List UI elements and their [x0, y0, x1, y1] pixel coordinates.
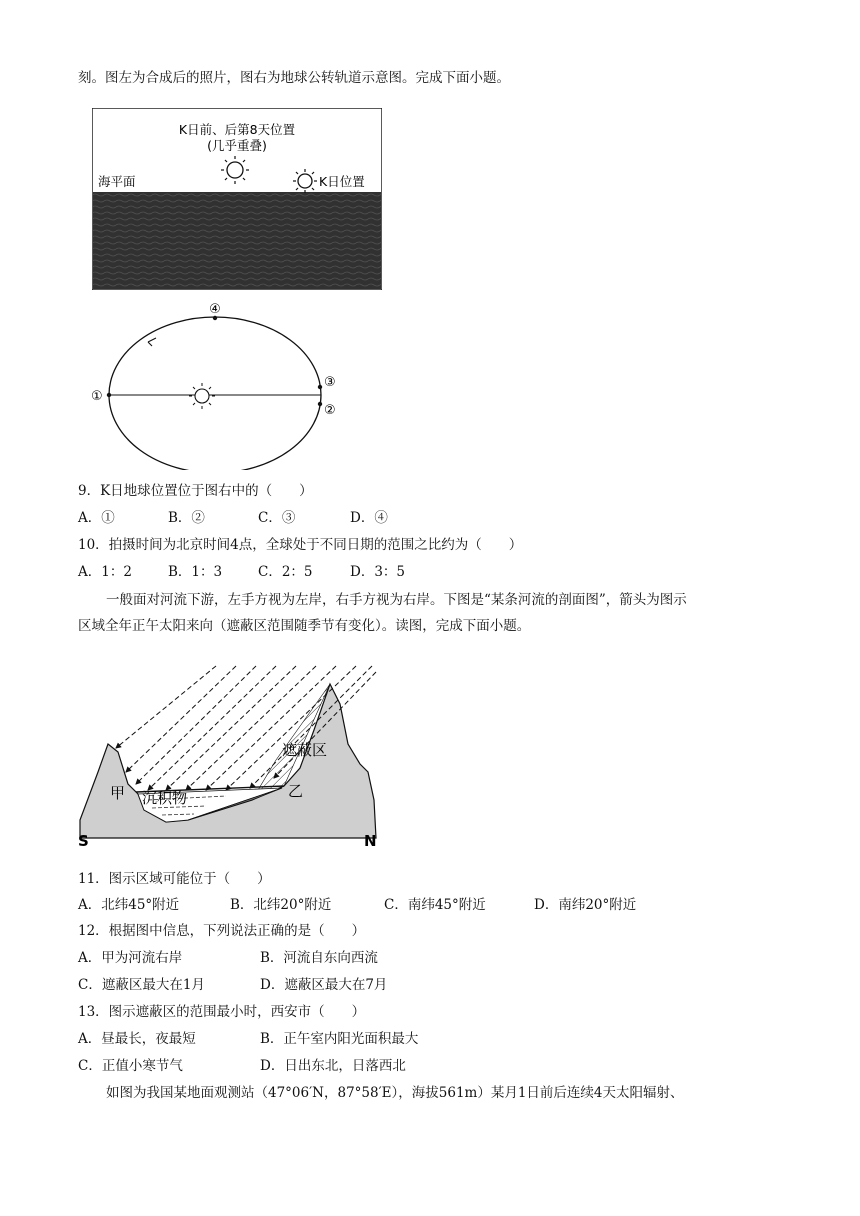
label-sediment: 沉积物	[142, 789, 188, 807]
intro-text-1: 刻。图左为合成后的照片，图右为地球公转轨道示意图。完成下面小题。	[78, 70, 510, 86]
q9-stem: 9．K日地球位置位于图右中的（ ）	[78, 483, 313, 499]
q11-options	[78, 895, 636, 915]
q11-option-b: B．北纬20°附近	[230, 897, 332, 913]
orbit-point-2: ②	[324, 403, 336, 418]
q11-option-d: D．南纬20°附近	[534, 897, 637, 913]
q13-option-c: C．正值小寒节气	[78, 1058, 183, 1074]
q9-option-c: C．③	[258, 510, 296, 526]
q11-option-a: A．北纬45°附近	[78, 897, 180, 913]
q11-option-c: C．南纬45°附近	[384, 897, 486, 913]
q12-option-c: C．遮蔽区最大在1月	[78, 977, 205, 993]
label-yi: 乙	[288, 782, 304, 800]
orbit-point-1: ①	[91, 389, 103, 404]
q12-stem: 12．根据图中信息，下列说法正确的是（ ）	[78, 923, 366, 939]
q9-option-b: B．②	[168, 510, 205, 526]
orbit-ellipse	[109, 317, 321, 470]
q13-option-b: B．正午室内阳光面积最大	[260, 1031, 419, 1047]
q10-options	[78, 562, 405, 582]
q13-option-d: D．日出东北，日落西北	[260, 1058, 406, 1074]
q10-option-a: A．1：2	[78, 564, 132, 580]
sunrise-photo-figure	[92, 108, 382, 290]
photo-label-k-day: K日位置	[319, 174, 365, 189]
q10-stem: 10．拍摄时间为北京时间4点，全球处于不同日期的范围之比约为（ ）	[78, 537, 523, 553]
photo-label-sea-level: 海平面	[98, 174, 136, 189]
q10-option-c: C．2：5	[258, 564, 313, 580]
q12-options-row2	[78, 975, 387, 995]
photo-label-k-before-after: K日前、后第8天位置	[178, 122, 296, 137]
river-profile-diagram	[76, 660, 386, 852]
label-jia: 甲	[110, 784, 126, 802]
sun-icon	[189, 383, 215, 409]
q9-option-d: D．④	[350, 510, 388, 526]
q11-stem: 11．图示区域可能位于（ ）	[78, 871, 271, 887]
q12-options-row1	[78, 948, 378, 968]
label-shelter-zone: 遮蔽区	[282, 741, 328, 759]
q12-option-a: A．甲为河流右岸	[78, 950, 183, 966]
q10-option-b: B．1：3	[168, 564, 223, 580]
q13-options-row1	[78, 1029, 418, 1049]
q13-options-row2	[78, 1056, 406, 1076]
intro-text-2-line2: 区域全年正午太阳来向（遮蔽区范围随季节有变化）。读图，完成下面小题。	[78, 618, 531, 634]
intro-text-3: 如图为我国某地面观测站（47°06′N，87°58′E），海拔561m）某月1日前后连续4天太阳辐射、	[106, 1085, 684, 1101]
q12-option-d: D．遮蔽区最大在7月	[260, 977, 388, 993]
photo-label-overlap: (几乎重叠)	[207, 138, 267, 153]
q13-stem: 13．图示遮蔽区的范围最小时，西安市（ ）	[78, 1004, 366, 1020]
orbit-point-4: ④	[209, 302, 221, 317]
label-north: N	[364, 832, 377, 850]
q9-options	[78, 508, 388, 528]
orbit-point-3: ③	[324, 375, 336, 390]
q13-option-a: A．昼最长，夜最短	[78, 1031, 196, 1047]
intro-text-2-line1: 一般面对河流下游，左手方视为左岸，右手方视为右岸。下图是“某条河流的剖面图”，箭头为图示	[106, 592, 687, 608]
orbit-direction-arrow	[148, 338, 156, 346]
q12-option-b: B．河流自东向西流	[260, 950, 378, 966]
q9-option-a: A．①	[78, 510, 115, 526]
earth-orbit-diagram	[86, 300, 346, 470]
label-south: S	[78, 832, 89, 850]
q10-option-d: D．3：5	[350, 564, 406, 580]
